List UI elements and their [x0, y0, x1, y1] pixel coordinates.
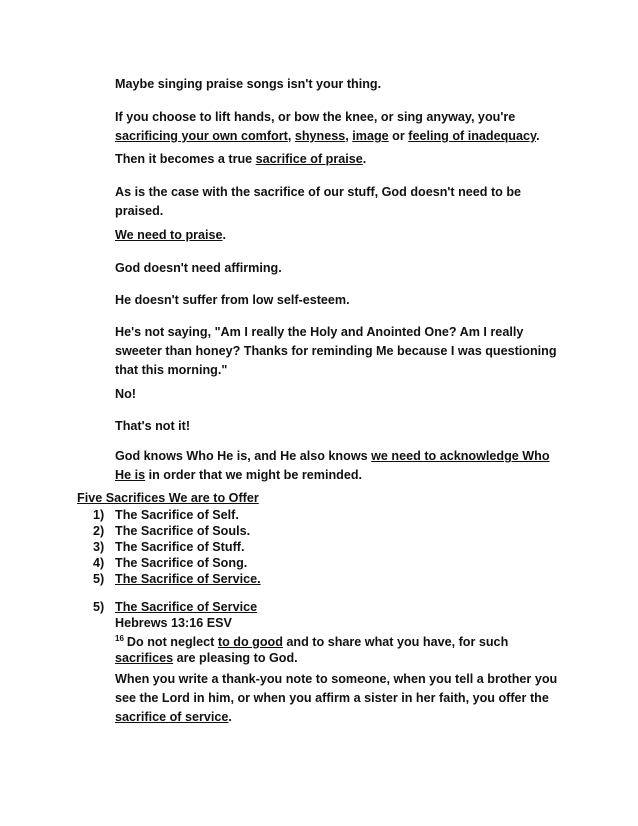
verse-number: 16 [115, 634, 124, 643]
underlined-phrase: to do good [217, 635, 283, 649]
paragraph-no: No! [115, 387, 136, 401]
paragraph-quote [115, 323, 565, 380]
text-fragment: , [345, 129, 353, 143]
list-number: 4) [93, 556, 105, 570]
list-number: 5) [93, 572, 105, 586]
list-text: The Sacrifice of Self. [115, 508, 239, 522]
section-heading: Five Sacrifices We are to Offer [77, 491, 259, 505]
sacrifices-list [93, 507, 261, 587]
list-number: 2) [93, 524, 105, 538]
underlined-phrase: We need to praise [115, 228, 223, 242]
text-line: When you write a thank-you note to someone, when you tell a brother you [115, 672, 558, 686]
text-line: If you choose to lift hands, or bow the knee, or sing anyway, you're [115, 110, 516, 124]
list-item [93, 507, 261, 523]
text-fragment: God knows Who He is, and He also knows [115, 449, 372, 463]
list-text: The Sacrifice of Service. [115, 572, 261, 586]
paragraph-affirming: God doesn't need affirming. [115, 261, 282, 275]
text-line: sweeter than honey? Thanks for reminding Me because I was questioning [115, 344, 557, 358]
underlined-phrase: He is [115, 468, 146, 482]
paragraph-thank-you-note [115, 670, 565, 727]
text-fragment: . [362, 152, 367, 166]
text-fragment: and to share what you have, for such [282, 635, 509, 649]
list-text: The Sacrifice of Stuff. [115, 540, 245, 554]
list-item [93, 523, 261, 539]
text-fragment: . [228, 710, 232, 724]
text-fragment: are pleasing to God. [173, 651, 298, 665]
paragraph-sacrifice-of-praise [115, 150, 565, 169]
paragraph-god-knows [115, 447, 565, 485]
scripture-verse [115, 631, 508, 666]
scripture-reference: Hebrews 13:16 ESV [115, 616, 232, 630]
paragraph-praise-songs: Maybe singing praise songs isn't your thing. [115, 77, 382, 91]
section-service-heading [93, 599, 257, 615]
underlined-phrase: sacrifice of service [115, 710, 229, 724]
list-item [93, 555, 261, 571]
text-line: see the Lord in him, or when you affirm a sister in her faith, you offer the [115, 691, 549, 705]
list-item [93, 539, 261, 555]
underlined-phrase: sacrifice of praise [255, 152, 363, 166]
underlined-phrase: feeling of inadequacy [408, 129, 537, 143]
text-line: that this morning." [115, 363, 228, 377]
text-fragment: . [222, 228, 227, 242]
list-item [93, 571, 261, 587]
text-line: praised. [115, 204, 164, 218]
list-number: 1) [93, 508, 105, 522]
text-fragment: Then it becomes a true [115, 152, 256, 166]
underlined-phrase: sacrifices [115, 651, 174, 665]
paragraph-self-esteem: He doesn't suffer from low self-esteem. [115, 293, 350, 307]
text-line: He's not saying, "Am I really the Holy and Anointed One? Am I really [115, 325, 524, 339]
list-text: The Sacrifice of Souls. [115, 524, 251, 538]
text-fragment: , [287, 129, 295, 143]
text-line: As is the case with the sacrifice of our stuff, God doesn't need to be [115, 185, 522, 199]
text-fragment: in order that we might be reminded. [145, 468, 363, 482]
underlined-phrase: we need to acknowledge Who [371, 449, 550, 463]
paragraph-lift-hands [115, 108, 565, 146]
section-title: The Sacrifice of Service [115, 600, 258, 614]
text-fragment: . [536, 129, 540, 143]
list-item [93, 599, 257, 615]
list-number: 3) [93, 540, 105, 554]
paragraph-thats-not-it: That's not it! [115, 419, 191, 433]
list-number: 5) [93, 600, 105, 614]
list-text: The Sacrifice of Song. [115, 556, 248, 570]
underlined-phrase: image [352, 129, 389, 143]
underlined-phrase: sacrificing your own comfort [115, 129, 288, 143]
paragraph-we-need-to-praise [115, 226, 565, 245]
underlined-phrase: shyness [294, 129, 346, 143]
text-fragment: or [388, 129, 409, 143]
text-fragment: Do not neglect [126, 635, 218, 649]
paragraph-sacrifice-of-stuff [115, 183, 565, 221]
